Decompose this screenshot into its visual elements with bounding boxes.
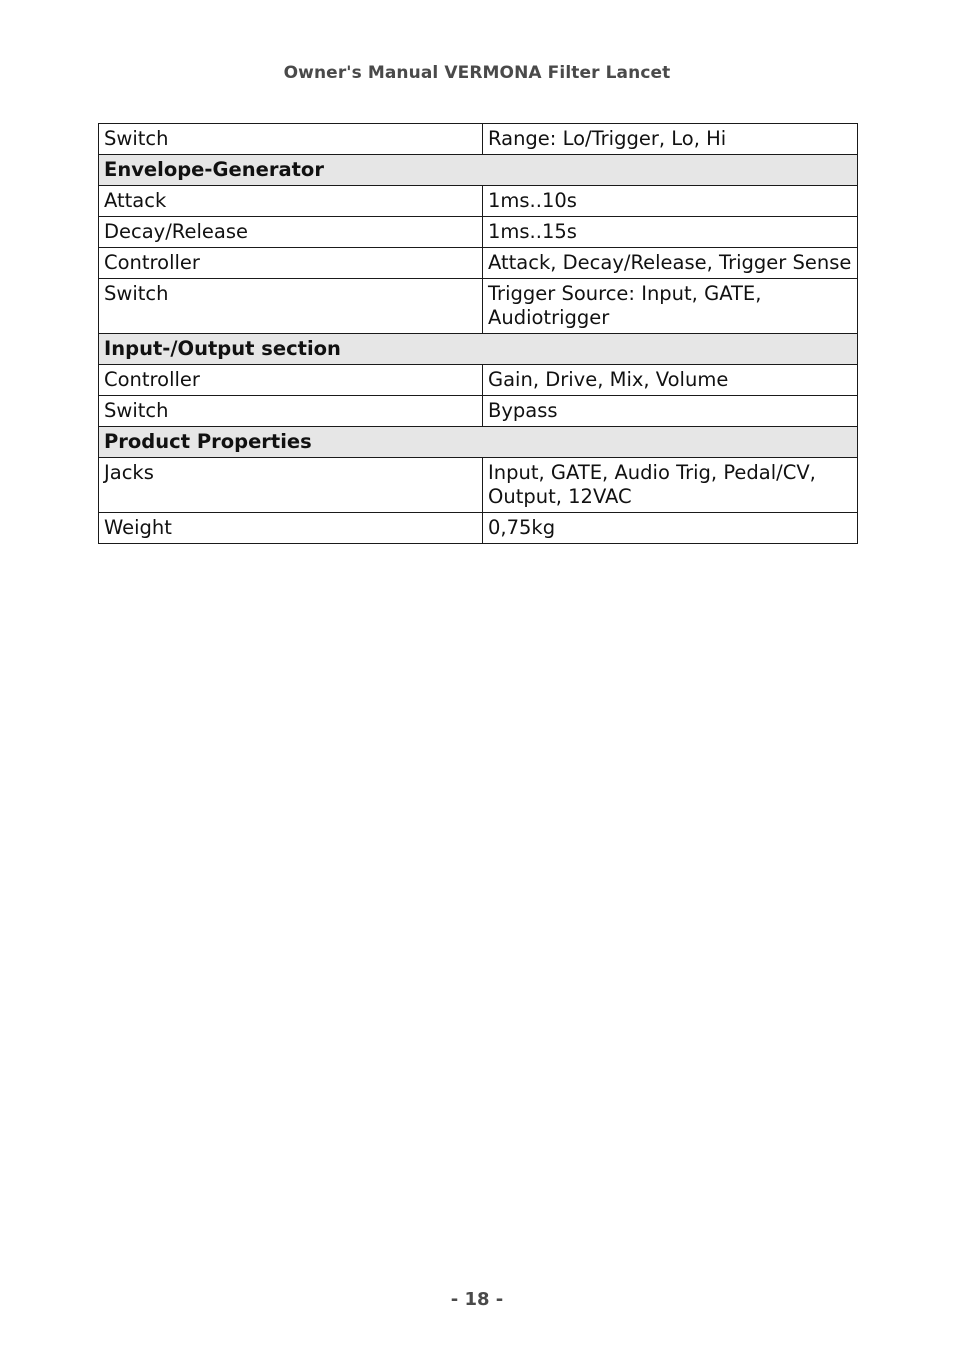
spec-label-cell: Attack xyxy=(99,186,483,217)
section-header-row xyxy=(99,334,858,365)
spec-value-cell: Trigger Source: Input, GATE, Audiotrigger xyxy=(483,279,858,334)
spec-value-cell: 0,75kg xyxy=(483,513,858,544)
table-row xyxy=(99,513,858,544)
spec-value-cell: Attack, Decay/Release, Trigger Sense xyxy=(483,248,858,279)
spec-label-cell: Controller xyxy=(99,248,483,279)
spec-value-cell: 1ms..10s xyxy=(483,186,858,217)
spec-value-cell: Range: Lo/Trigger, Lo, Hi xyxy=(483,124,858,155)
section-header: Input-/Output section xyxy=(99,334,858,365)
section-header-row xyxy=(99,427,858,458)
table-row xyxy=(99,396,858,427)
spec-value-cell: Gain, Drive, Mix, Volume xyxy=(483,365,858,396)
table-row xyxy=(99,279,858,334)
page-number: - 18 - xyxy=(450,1289,504,1310)
section-header: Envelope-Generator xyxy=(99,155,858,186)
section-header-row xyxy=(99,155,858,186)
table-row xyxy=(99,365,858,396)
spec-label-cell: Decay/Release xyxy=(99,217,483,248)
spec-label-cell: Weight xyxy=(99,513,483,544)
table-row xyxy=(99,458,858,513)
spec-value-cell: Input, GATE, Audio Trig, Pedal/CV, Output, 12VAC xyxy=(483,458,858,513)
table-row xyxy=(99,217,858,248)
spec-label-cell: Jacks xyxy=(99,458,483,513)
page-header-title: Owner's Manual VERMONA Filter Lancet xyxy=(283,63,671,83)
table-row xyxy=(99,186,858,217)
specifications-table xyxy=(98,123,858,544)
spec-label-cell: Switch xyxy=(99,124,483,155)
spec-value-cell: 1ms..15s xyxy=(483,217,858,248)
table-row xyxy=(99,248,858,279)
table-row xyxy=(99,124,858,155)
spec-label-cell: Switch xyxy=(99,279,483,334)
spec-value-cell: Bypass xyxy=(483,396,858,427)
section-header: Product Properties xyxy=(99,427,858,458)
specifications-table-body xyxy=(99,124,858,544)
spec-label-cell: Switch xyxy=(99,396,483,427)
spec-label-cell: Controller xyxy=(99,365,483,396)
